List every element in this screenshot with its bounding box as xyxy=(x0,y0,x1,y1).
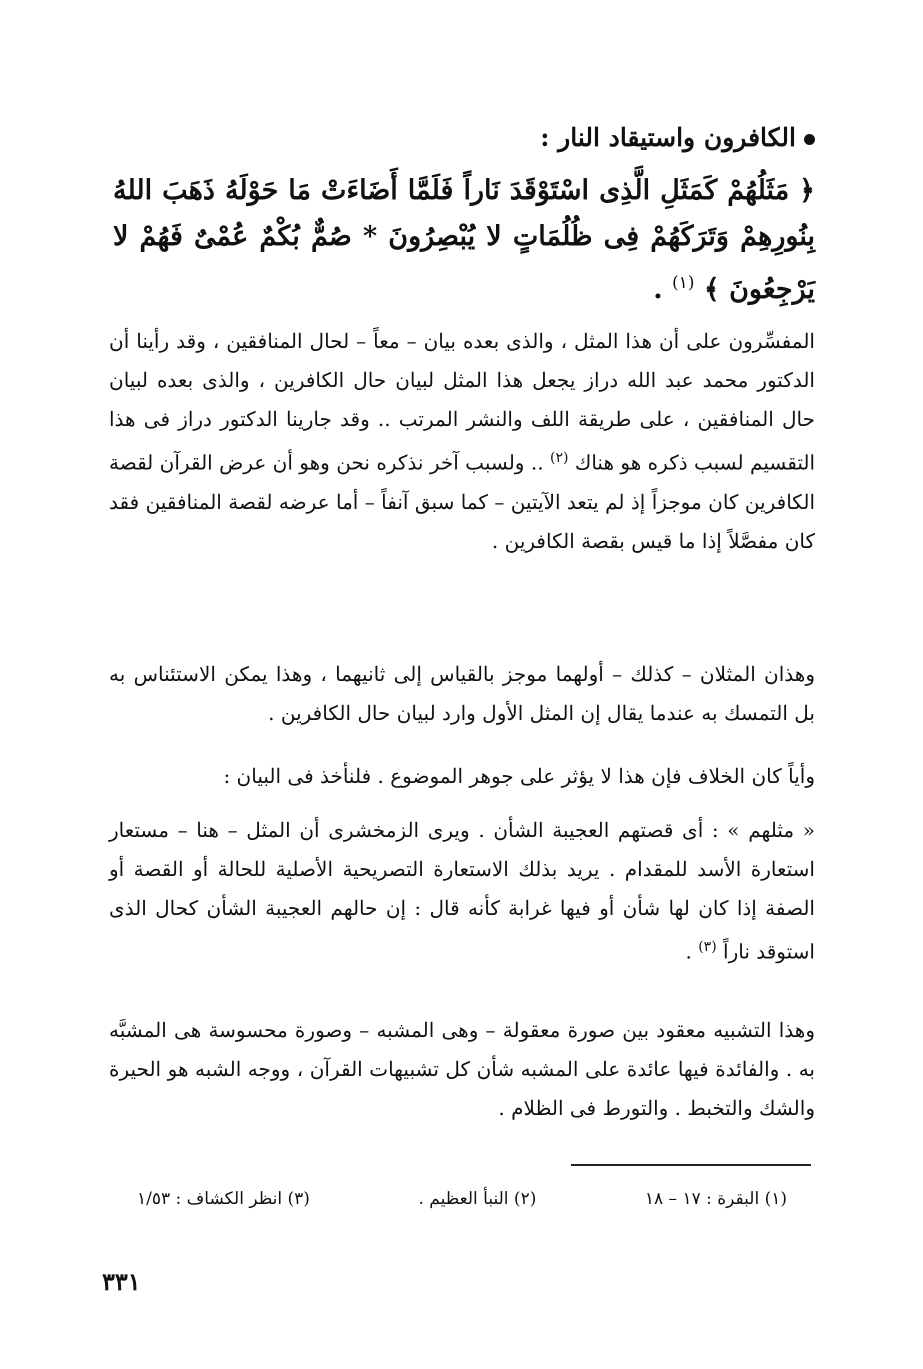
footnote-ref-1: (١) xyxy=(672,273,695,293)
paragraph-4-part-b: . xyxy=(685,939,692,964)
paragraph-1 xyxy=(109,322,815,561)
footnote-divider xyxy=(571,1164,811,1166)
bullet-icon xyxy=(804,134,815,145)
footnotes xyxy=(137,1184,787,1214)
footnote-ref-3: (٣) xyxy=(698,939,717,955)
quran-verse xyxy=(113,168,815,313)
footnote-1: (١) البقرة : ١٧ – ١٨ xyxy=(644,1189,787,1209)
paragraph-4 xyxy=(109,811,815,972)
footnote-3: (٣) انظر الكشاف : ١/٥٣ xyxy=(137,1189,310,1209)
paragraph-5: وهذا التشبيه معقود بين صورة معقولة – وهى المشبه – وصورة محسوسة هى المشبَّه به . والفائدة فيها عائدة على المشبه شأن كل تشبيهات القرآن ، ووجه الشبه هو الحيرة والشك والتخبط . والتورط فى الظلام . xyxy=(109,1018,815,1120)
verse-text: مَثَلُهُمْ كَمَثَلِ الَّذِى اسْتَوْقَدَ نَاراً فَلَمَّا أَضَاءَتْ مَا حَوْلَهُ ذَهَبَ اللهُ بِنُورِهِمْ وَتَرَكَهُمْ فِى ظُلُمَاتٍ لا يُبْصِرُونَ * صُمٌّ بُكْمٌ عُمْىٌ فَهُمْ لا يَرْجِعُونَ xyxy=(113,175,815,305)
footnote-2: (٢) النبأ العظيم . xyxy=(418,1189,537,1209)
footnote-ref-2: (٢) xyxy=(549,450,569,466)
verse-close-bracket: ﴾ xyxy=(703,274,720,305)
page-number: ٣٣١ xyxy=(102,1267,141,1296)
paragraph-2: وهذان المثلان – كذلك – أولهما موجز بالقياس إلى ثانيهما ، وهذا يمكن الاستئناس به بل التمسك به عندما يقال إن المثل الأول وارد لبيان حال الكافرين . xyxy=(109,662,815,725)
section-heading xyxy=(95,120,815,156)
verse-end: . xyxy=(653,274,663,305)
section-heading-text: الكافرون واستيقاد النار : xyxy=(540,123,796,152)
paragraph-3: وأياً كان الخلاف فإن هذا لا يؤثر على جوهر الموضوع . فلنأخذ فى البيان : xyxy=(223,764,815,788)
paragraph-1-part-a: المفسِّرون على أن هذا المثل ، والذى بعده بيان – معاً – لحال المنافقين ، وقد رأينا أن الدكتور محمد عبد الله دراز يجعل هذا المثل لبيان حال الكافرين ، والذى بعده لبيان حال المنافقين ، على طريقة اللف والنشر المرتب .. وقد جارينا الدكتور دراز فى هذا التقسيم لسبب ذكره هو هناك xyxy=(109,329,816,475)
paragraph-1-part-b: .. ولسبب آخر نذكره نحن وهو أن عرض القرآن لقصة الكافرين كان موجزاً إذ لم يتعد الآيتين – كما سبق آنفاً – أما عرضه لقصة المنافقين فقد كان مفصَّلاً إذا ما قيس بقصة الكافرين . xyxy=(109,450,815,553)
paragraph-4-part-a: « مثلهم » : أى قصتهم العجيبة الشأن . ويرى الزمخشرى أن المثل – هنا – مستعار استعارة الأسد للمقدام . يريد بذلك الاستعارة التصريحية الأصلية للحالة أو القصة أو الصفة إذا كان لها شأن أو فيها غرابة كأنه قال : إن حالهم العجيبة الشأن كحال الذى استوقد ناراً xyxy=(109,818,815,964)
verse-open-bracket: ﴿ xyxy=(799,175,815,206)
